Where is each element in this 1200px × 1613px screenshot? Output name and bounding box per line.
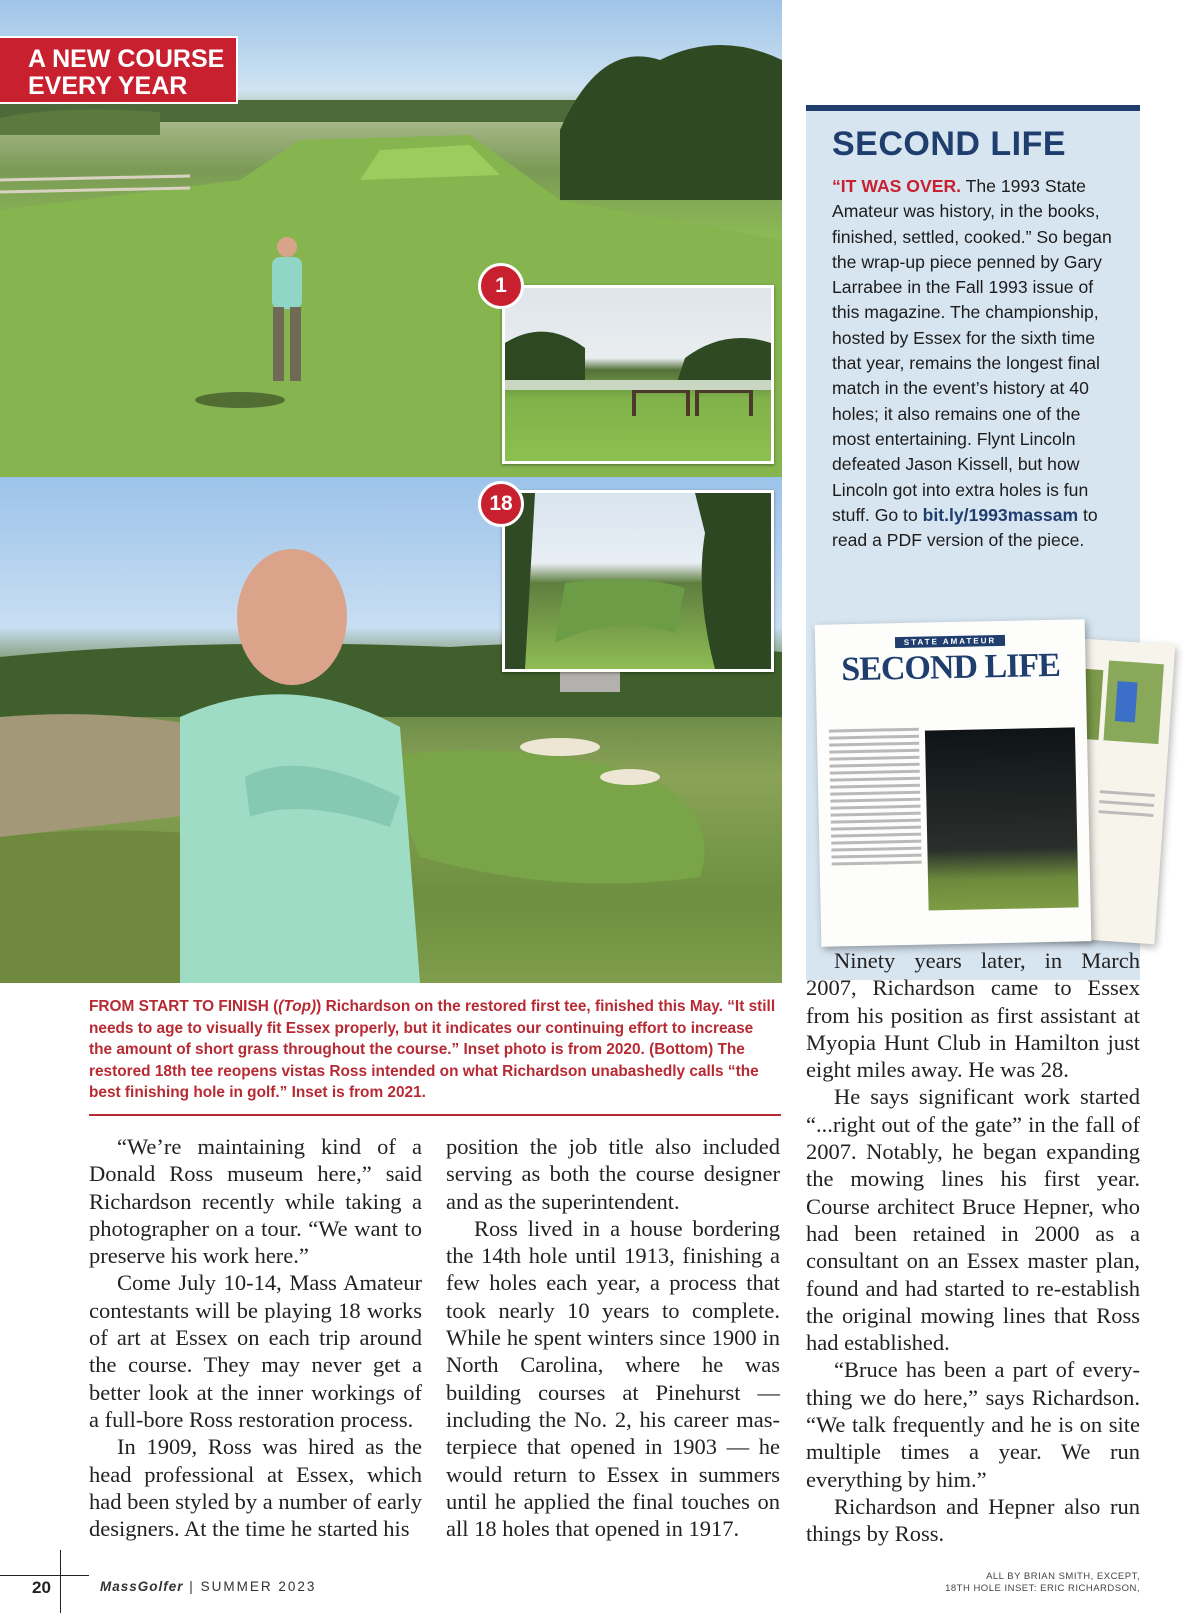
photo-credit-line1: ALL BY BRIAN SMITH, EXCEPT, [986,1571,1140,1582]
hole-18-inset-illustration [505,493,771,669]
hole-1-inset-illustration [505,288,771,461]
paragraph: In 1909, Ross was hired as the head professional at Essex, which had been styled by a number of early designers. At the time he started his [89,1434,423,1542]
hole-1-badge: 1 [478,263,524,309]
photo-caption: FROM START TO FINISH ((Top)) Richardson on the restored first tee, finished this May. “It still needs to age to visually fit Essex properly, but it indicates our continuing effort to increase the amount of short grass throughout the course.” Inset photo is from 2020. (Bottom) The restored 18th tee reopens vistas Ross intended on what Richardson unabashedly calls “the best finishing hole in golf.” Inset is from 2021. [89,998,776,1101]
sidebar-title: SECOND LIFE [832,125,1067,163]
footer-crop-mark-horizontal [0,1575,89,1576]
caption-rule [89,1114,781,1116]
footer-crop-mark-vertical [60,1550,61,1613]
article-column-2 [446,1133,780,1542]
page-number: 20 [32,1578,51,1597]
photo-credit-line2: 18TH HOLE INSET: ERIC RICHARDSON, [945,1583,1140,1594]
inset-photo-hole-1 [502,285,774,464]
section-tag-line1: A NEW COURSE [28,45,225,73]
issue-label: SUMMER 2023 [200,1579,317,1594]
sidebar-text-2: to read a PDF version of the piece. [832,504,1098,551]
caption-text: Richardson on the restored first tee, finished this May. “It still needs to age to visually fit Essex properly, but it indicates our continuing effort to increase the amount of short grass throughout the course.” Inset photo is from 2020. (Bottom) The restored 18th tee reopens vistas Ross intended on what Richardson unabashedly calls “the best finishing hole in golf.” Inset is from 2021. [89,998,776,1101]
hole-18-badge: 18 [478,481,524,527]
clipping-kicker: STATE AMATEUR [895,635,1005,648]
paragraph: Richardson and Hepner also run things by Ross. [806,1493,1140,1547]
sidebar-text [832,174,1122,553]
inset-photo-hole-18 [502,490,774,672]
caption-lead-paren: (Top) [278,998,317,1015]
section-tag-line2: EVERY YEAR [28,72,188,100]
magazine-name: MassGolfer [100,1579,184,1594]
article-column-1 [89,1133,422,1542]
sidebar-top-bar [806,105,1140,111]
paragraph: He says significant work started “...right out of the gate” in the fall of 2007. Notably, he began expanding the mowing lines his first year. Course architect Bruce Hepner, who had been retained in 2000 as a consultant on an Essex master plan, found and had started to re-establish the original mowing lines that Ross had established. [806,1084,1140,1356]
clipping-title: SECOND LIFE [840,646,1061,689]
sidebar-text-1: The 1993 State Amateur was history, in the books, finished, settled, cooked.” So began the wrap-up piece penned by Gary Larrabee in the Fall 1993 issue of this magazine. The championship, hosted by Essex for the sixth time that year, remains the longest final match in the event’s history at 40 holes; it also remains one of the most entertaining. Flynt Lincoln defeated Jason Kissell, but how Lincoln got into extra holes is fun stuff. Go to [832,176,1112,525]
article-column-3 [806,947,1140,1548]
sidebar-lead: “IT WAS OVER. [832,176,962,196]
footer-folio [100,1579,316,1594]
clipping-text-lines [829,728,922,870]
sidebar-link[interactable]: bit.ly/1993massam [922,504,1079,525]
paragraph: Come July 10-14, Mass Amateur contestants will be playing 18 works of art at Essex on each trip around the course. They may never get a better look at the inner workings of a full-bore Ross restoration process. [89,1270,422,1432]
paragraph: Ross lived in a house bordering the 14th hole until 1913, finishing a few holes each year, a process that took nearly 10 years to complete. While he spent winters since 1900 in North Carolina, where he was building courses at Pinehurst — including the No. 2, his career masterpiece that opened in 1903 — he would return to Essex in summers until he applied the final touches on all 18 holes that opened in 1917. [446,1215,780,1542]
clipping-photo [925,727,1079,910]
photo-credit [945,1571,1140,1595]
paragraph: “We’re maintaining kind of a Donald Ross museum here,” said Richardson recently while taking a photographer on a tour. “We want to preserve his work here.” [89,1134,422,1269]
section-tag [0,36,238,104]
paragraph: Ninety years later, in March 2007, Richardson came to Essex from his position as first assistant at Myopia Hunt Club in Hamilton just eight miles away. He was 28. [806,948,1140,1083]
caption-lead: FROM START TO FINISH [89,998,269,1015]
paragraph: “Bruce has been a part of everything we do here,” says Richardson. “We talk frequently and he is on site multiple times a year. We run everything by him.” [806,1357,1140,1492]
folio-separator: | [189,1579,195,1594]
magazine-clipping [815,619,1092,947]
paragraph: position the job title also included serving as both the course designer and as the superintendent. [446,1134,780,1214]
